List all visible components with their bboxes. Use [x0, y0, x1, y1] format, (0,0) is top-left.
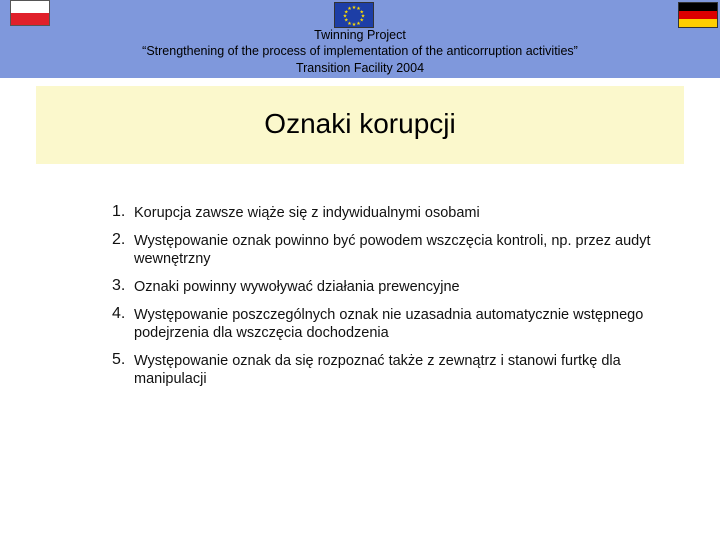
- svg-text:★: ★: [360, 13, 366, 20]
- title-box: [36, 86, 684, 164]
- list-item-text: Występowanie oznak powinno być powodem wszczęcia kontroli, np. przez audyt wewnętrzny: [134, 233, 651, 267]
- germany-flag-icon: [678, 2, 718, 28]
- bullet-list: [110, 204, 670, 398]
- poland-flag-icon: [10, 0, 50, 26]
- svg-text:★: ★: [347, 20, 352, 27]
- svg-text:★: ★: [351, 22, 357, 27]
- svg-text:★: ★: [359, 9, 365, 16]
- list-item-number: 4.: [112, 305, 126, 322]
- svg-text:★: ★: [343, 9, 349, 16]
- list-item-text: Występowanie poszczególnych oznak nie uzasadnia automatycznie wstępnego podejrzenia dla wszczęcia dochodzenia: [134, 307, 644, 341]
- svg-text:★: ★: [343, 17, 349, 24]
- list-item-text: Korupcja zawsze wiąże się z indywidualnymi osobami: [134, 205, 480, 221]
- list-item-text: Występowanie oznak da się rozpoznać także z zewnątrz i stanowi furtkę dla manipulacji: [134, 353, 621, 387]
- header-banner: [0, 0, 720, 78]
- svg-text:★: ★: [359, 17, 365, 24]
- list-item-number: 1.: [112, 203, 126, 220]
- list-item-number: 5.: [112, 351, 126, 368]
- eu-flag-icon: [334, 2, 374, 28]
- list-item-number: 3.: [112, 277, 126, 294]
- svg-text:★: ★: [351, 5, 357, 11]
- list-item: [110, 352, 670, 388]
- list-item: [110, 278, 670, 296]
- header-subtitle-line: “Strengthening of the process of implementation of the anticorruption activities”: [142, 44, 578, 58]
- header-project-line: Twinning Project: [314, 28, 406, 42]
- list-item: [110, 232, 670, 268]
- list-item-text: Oznaki powinny wywoływać działania prewencyjne: [134, 279, 460, 295]
- list-item: [110, 306, 670, 342]
- svg-text:★: ★: [356, 6, 361, 13]
- list-item-number: 2.: [112, 231, 126, 248]
- svg-text:★: ★: [342, 13, 348, 20]
- header-facility-line: Transition Facility 2004: [295, 61, 425, 75]
- svg-text:★: ★: [347, 6, 352, 13]
- svg-text:★: ★: [356, 20, 361, 27]
- list-item: [110, 204, 670, 222]
- eu-stars-icon: [335, 3, 373, 27]
- slide-title: Oznaki korupcji: [264, 108, 456, 139]
